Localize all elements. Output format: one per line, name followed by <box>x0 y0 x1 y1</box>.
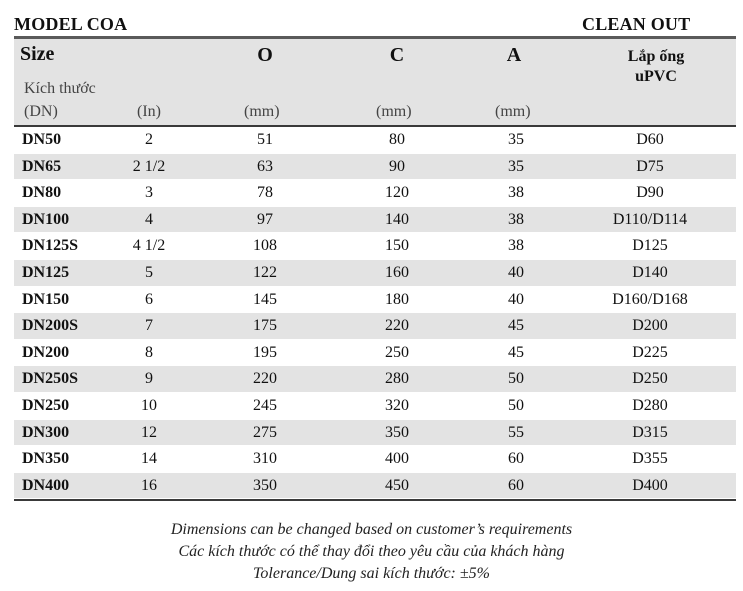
table-row <box>14 340 736 367</box>
cell-a: 60 <box>508 450 524 468</box>
cell-c: 350 <box>385 423 409 441</box>
cell-a: 55 <box>508 423 524 441</box>
cell-in: 10 <box>141 396 157 414</box>
table-row <box>14 154 736 181</box>
cell-c: 450 <box>385 476 409 494</box>
note-vietnamese: Các kích thước có thể thay đổi theo yêu cầu của khách hàng <box>178 543 565 560</box>
table-row <box>14 207 736 234</box>
cell-c: 140 <box>385 210 409 228</box>
cell-pipe: D280 <box>632 396 668 414</box>
cell-a: 38 <box>508 237 524 255</box>
cell-dn: DN100 <box>22 210 70 228</box>
header-kich-thuoc: Kích thước <box>24 80 96 97</box>
cell-pipe: D90 <box>636 184 664 202</box>
header-c: C <box>389 44 405 66</box>
cell-dn: DN150 <box>22 290 70 308</box>
cell-c: 320 <box>385 396 409 414</box>
header-pipe <box>586 47 726 87</box>
cell-dn: DN350 <box>22 450 70 468</box>
table-row <box>14 287 736 314</box>
cell-o: 175 <box>253 317 277 335</box>
cell-dn: DN200 <box>22 343 70 361</box>
table-row <box>14 420 736 447</box>
cell-in: 8 <box>145 343 153 361</box>
cell-pipe: D60 <box>636 131 664 148</box>
cell-a: 38 <box>508 184 524 202</box>
cell-a: 40 <box>508 290 524 308</box>
cell-pipe: D200 <box>632 317 668 335</box>
cell-o: 350 <box>253 476 277 494</box>
table-body <box>14 127 736 499</box>
model-title: MODEL COA <box>14 14 128 34</box>
cell-in: 12 <box>141 423 157 441</box>
cell-c: 160 <box>385 263 409 281</box>
cell-o: 51 <box>257 131 273 148</box>
header-unit-c: (mm) <box>376 103 412 120</box>
cell-dn: DN200S <box>22 317 79 335</box>
cell-o: 108 <box>253 237 277 255</box>
cell-in: 16 <box>141 476 157 494</box>
cell-a: 45 <box>508 343 524 361</box>
cell-in: 14 <box>141 450 157 468</box>
header-pipe-line1: Lắp ống <box>627 48 685 65</box>
note-tolerance: Tolerance/Dung sai kích thước: ±5% <box>253 565 490 582</box>
cell-pipe: D355 <box>632 450 668 468</box>
cell-a: 38 <box>508 210 524 228</box>
table-row <box>14 233 736 260</box>
cell-in: 2 <box>145 131 153 148</box>
cell-pipe: D75 <box>636 157 664 175</box>
cell-c: 280 <box>385 370 409 388</box>
header-a: A <box>506 44 522 66</box>
header-o: O <box>257 44 273 66</box>
cell-in: 9 <box>145 370 153 388</box>
cell-pipe: D160/D168 <box>612 290 688 308</box>
cell-o: 245 <box>253 396 277 414</box>
cell-dn: DN80 <box>22 184 62 202</box>
cell-in: 4 <box>145 210 153 228</box>
cell-c: 250 <box>385 343 409 361</box>
header-unit-dn: (DN) <box>24 103 58 120</box>
cell-a: 40 <box>508 263 524 281</box>
cell-pipe: D250 <box>632 370 668 388</box>
cell-dn: DN400 <box>22 476 70 494</box>
cell-pipe: D315 <box>632 423 668 441</box>
cell-in: 6 <box>145 290 153 308</box>
cell-pipe: D400 <box>632 476 668 494</box>
cell-dn: DN300 <box>22 423 70 441</box>
cell-c: 120 <box>385 184 409 202</box>
cell-dn: DN125S <box>22 237 79 255</box>
cell-dn: DN65 <box>22 157 62 175</box>
cell-c: 220 <box>385 317 409 335</box>
header-unit-a: (mm) <box>495 103 531 120</box>
table-row <box>14 366 736 393</box>
cell-o: 122 <box>253 263 277 281</box>
cell-o: 63 <box>257 157 273 175</box>
cell-pipe: D225 <box>632 343 668 361</box>
cell-o: 97 <box>257 210 273 228</box>
notes <box>0 519 743 585</box>
table-row <box>14 180 736 207</box>
cell-dn: DN125 <box>22 263 70 281</box>
cell-in: 4 1/2 <box>132 237 166 255</box>
cell-o: 220 <box>253 370 277 388</box>
cell-c: 400 <box>385 450 409 468</box>
cell-c: 150 <box>385 237 409 255</box>
cell-o: 78 <box>257 184 273 202</box>
header-unit-in: (In) <box>137 103 161 120</box>
cell-a: 35 <box>508 157 524 175</box>
cell-dn: DN50 <box>22 131 62 148</box>
cell-in: 3 <box>145 184 153 202</box>
cell-dn: DN250 <box>22 396 70 414</box>
table-row <box>14 260 736 287</box>
cell-o: 310 <box>253 450 277 468</box>
cell-a: 45 <box>508 317 524 335</box>
cell-dn: DN250S <box>22 370 79 388</box>
table-row <box>14 473 736 500</box>
cell-pipe: D140 <box>632 263 668 281</box>
table-row <box>14 127 736 154</box>
cell-a: 50 <box>508 396 524 414</box>
cell-in: 7 <box>145 317 153 335</box>
cell-in: 5 <box>145 263 153 281</box>
cell-a: 35 <box>508 131 524 148</box>
table-row <box>14 446 736 473</box>
cell-pipe: D110/D114 <box>612 210 688 228</box>
note-english: Dimensions can be changed based on customer’s requirements <box>170 521 573 538</box>
cell-c: 80 <box>389 131 405 148</box>
cell-a: 60 <box>508 476 524 494</box>
cell-in: 2 1/2 <box>132 157 166 175</box>
bottom-rule <box>14 499 736 501</box>
cell-o: 195 <box>253 343 277 361</box>
cell-c: 90 <box>389 157 405 175</box>
cell-o: 275 <box>253 423 277 441</box>
header-pipe-line2: uPVC <box>635 68 677 85</box>
cell-pipe: D125 <box>632 237 668 255</box>
table-row <box>14 393 736 420</box>
header-unit-o: (mm) <box>244 103 280 120</box>
product-title: CLEAN OUT <box>582 14 691 34</box>
cell-a: 50 <box>508 370 524 388</box>
cell-o: 145 <box>253 290 277 308</box>
table-row <box>14 313 736 340</box>
header-size: Size <box>20 43 55 65</box>
cell-c: 180 <box>385 290 409 308</box>
